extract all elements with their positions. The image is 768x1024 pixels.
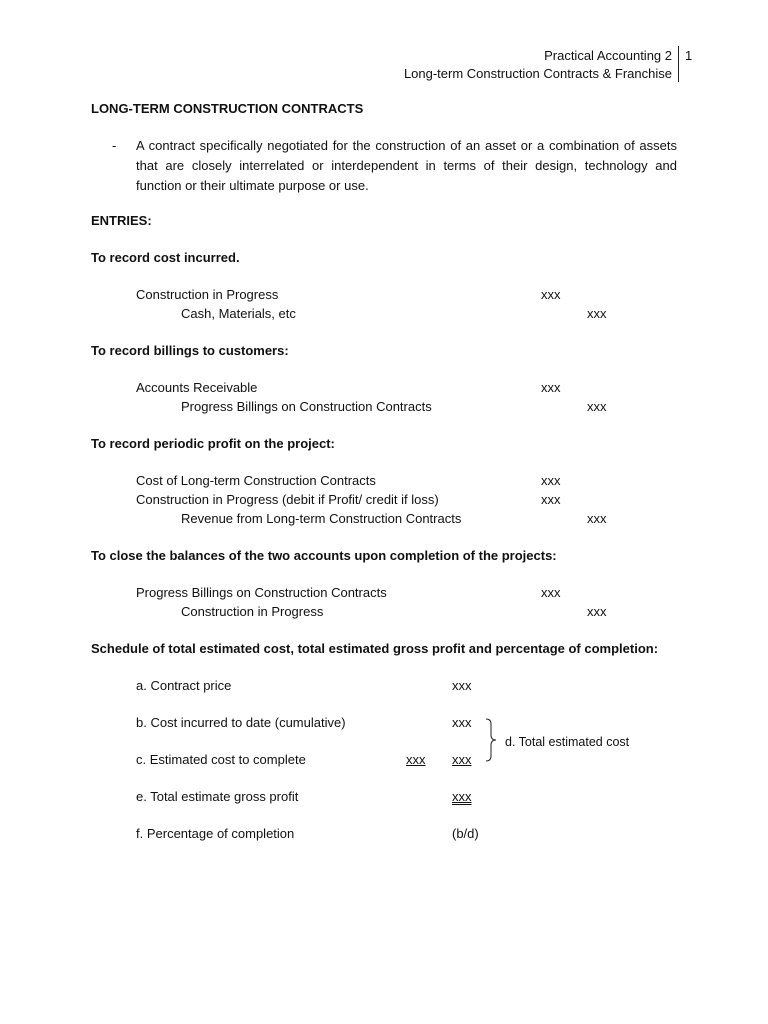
entry-debit: xxx	[541, 380, 561, 395]
entry-debit: xxx	[541, 287, 561, 302]
schedule-item-label: c. Estimated cost to complete	[136, 752, 306, 767]
entry-debit: xxx	[541, 585, 561, 600]
schedule-item-label: a. Contract price	[136, 678, 232, 693]
schedule-item-value: xxx	[452, 678, 472, 693]
entry-account: Progress Billings on Construction Contracts	[181, 399, 432, 414]
page-number: 1	[685, 48, 693, 63]
schedule-item-value: xxx	[452, 715, 472, 730]
entry-account: Accounts Receivable	[136, 380, 258, 395]
brace-label: d. Total estimated cost	[505, 735, 630, 749]
brace-icon	[484, 718, 498, 762]
entry-heading: To record cost incurred.	[91, 250, 240, 265]
entry-credit: xxx	[587, 306, 607, 321]
entry-debit: xxx	[541, 492, 561, 507]
schedule-item-value: xxx	[452, 789, 472, 804]
entry-credit: xxx	[587, 399, 607, 414]
entry-credit: xxx	[587, 511, 607, 526]
entry-heading: To record periodic profit on the project:	[91, 436, 335, 451]
schedule-item-subvalue: xxx	[406, 752, 426, 767]
schedule-item-value: xxx	[452, 752, 472, 767]
entry-account: Construction in Progress	[181, 604, 324, 619]
schedule-item-label: e. Total estimate gross profit	[136, 789, 299, 804]
bullet-dash: -	[112, 138, 117, 153]
entry-heading: To close the balances of the two accounts upon completion of the projects:	[91, 548, 557, 563]
entry-account: Construction in Progress (debit if Profit/ credit if loss)	[136, 492, 439, 507]
entry-account: Construction in Progress	[136, 287, 279, 302]
entries-heading: ENTRIES:	[91, 213, 152, 228]
schedule-item-label: b. Cost incurred to date (cumulative)	[136, 715, 346, 730]
header-topic: Long-term Construction Contracts & Franchise	[403, 66, 672, 81]
schedule-heading: Schedule of total estimated cost, total estimated gross profit and percentage of completion:	[91, 641, 659, 656]
schedule-item-value: (b/d)	[452, 826, 479, 841]
entry-account: Cash, Materials, etc	[181, 306, 296, 321]
document-title: LONG-TERM CONSTRUCTION CONTRACTS	[91, 101, 364, 116]
entry-debit: xxx	[541, 473, 561, 488]
entry-account: Revenue from Long-term Construction Contracts	[181, 511, 462, 526]
entry-credit: xxx	[587, 604, 607, 619]
definition-text: A contract specifically negotiated for the construction of an asset or a combination of assets that are closely interrelated or interdependent in terms of their design, technology and function or their ultimate purpose or use.	[136, 138, 677, 193]
header-subject: Practical Accounting 2	[544, 48, 672, 63]
entry-account: Progress Billings on Construction Contracts	[136, 585, 387, 600]
header-divider	[678, 46, 679, 82]
entry-heading: To record billings to customers:	[91, 343, 289, 358]
schedule-item-label: f. Percentage of completion	[136, 826, 295, 841]
entry-account: Cost of Long-term Construction Contracts	[136, 473, 376, 488]
